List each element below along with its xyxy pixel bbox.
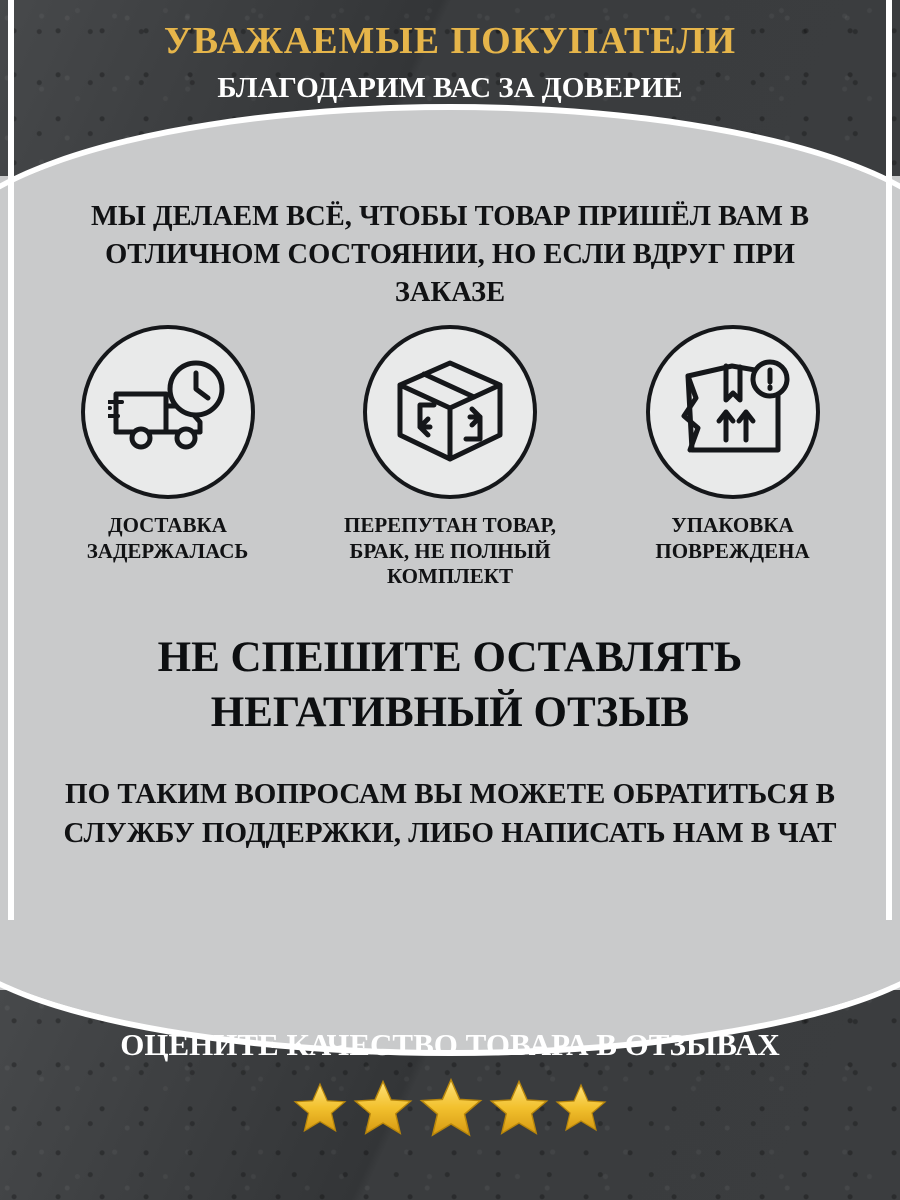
star-icon[interactable] — [419, 1077, 483, 1139]
star-icon[interactable] — [293, 1082, 347, 1134]
star-icon[interactable] — [353, 1079, 413, 1137]
issues-row — [40, 325, 860, 590]
issue-caption: УПАКОВКА ПОВРЕЖДЕНА — [655, 513, 810, 563]
box-exchange-arrows-icon — [363, 325, 537, 499]
footer — [0, 1000, 900, 1200]
middle-heading: НЕ СПЕШИТЕ ОСТАВЛЯТЬ НЕГАТИВНЫЙ ОТЗЫВ — [157, 634, 743, 737]
delivery-truck-clock-icon — [81, 325, 255, 499]
star-rating[interactable] — [0, 1077, 900, 1139]
issue-caption: ДОСТАВКА ЗАДЕРЖАЛАСЬ — [86, 513, 249, 563]
footer-title: ОЦЕНИТЕ КАЧЕСТВО ТОВАРА В ОТЗЫВАХ — [120, 1027, 780, 1062]
issue-caption: ПЕРЕПУТАН ТОВАР, БРАК, НЕ ПОЛНЫЙ КОМПЛЕКТ — [344, 513, 556, 589]
star-icon[interactable] — [489, 1079, 549, 1137]
issue-item-wrong-or-defective — [323, 325, 578, 590]
header-subtitle: БЛАГОДАРИМ ВАС ЗА ДОВЕРИЕ — [217, 71, 683, 104]
intro-text: МЫ ДЕЛАЕМ ВСЁ, ЧТОБЫ ТОВАР ПРИШЁЛ ВАМ В ОТЛИЧНОМ СОСТОЯНИИ, НО ЕСЛИ ВДРУГ ПРИ ЗАКАЗЕ — [91, 201, 809, 309]
damaged-package-icon — [646, 325, 820, 499]
star-icon[interactable] — [555, 1083, 607, 1133]
middle-body-text: ПО ТАКИМ ВОПРОСАМ ВЫ МОЖЕТЕ ОБРАТИТЬСЯ В СЛУЖБУ ПОДДЕРЖКИ, ЛИБО НАПИСАТЬ НАМ В ЧАТ — [63, 778, 837, 849]
issue-item-damaged-packaging — [605, 325, 860, 564]
header — [0, 22, 900, 105]
header-title: УВАЖАЕМЫЕ ПОКУПАТЕЛИ — [163, 20, 737, 62]
issue-item-delivery-delayed — [40, 325, 295, 564]
